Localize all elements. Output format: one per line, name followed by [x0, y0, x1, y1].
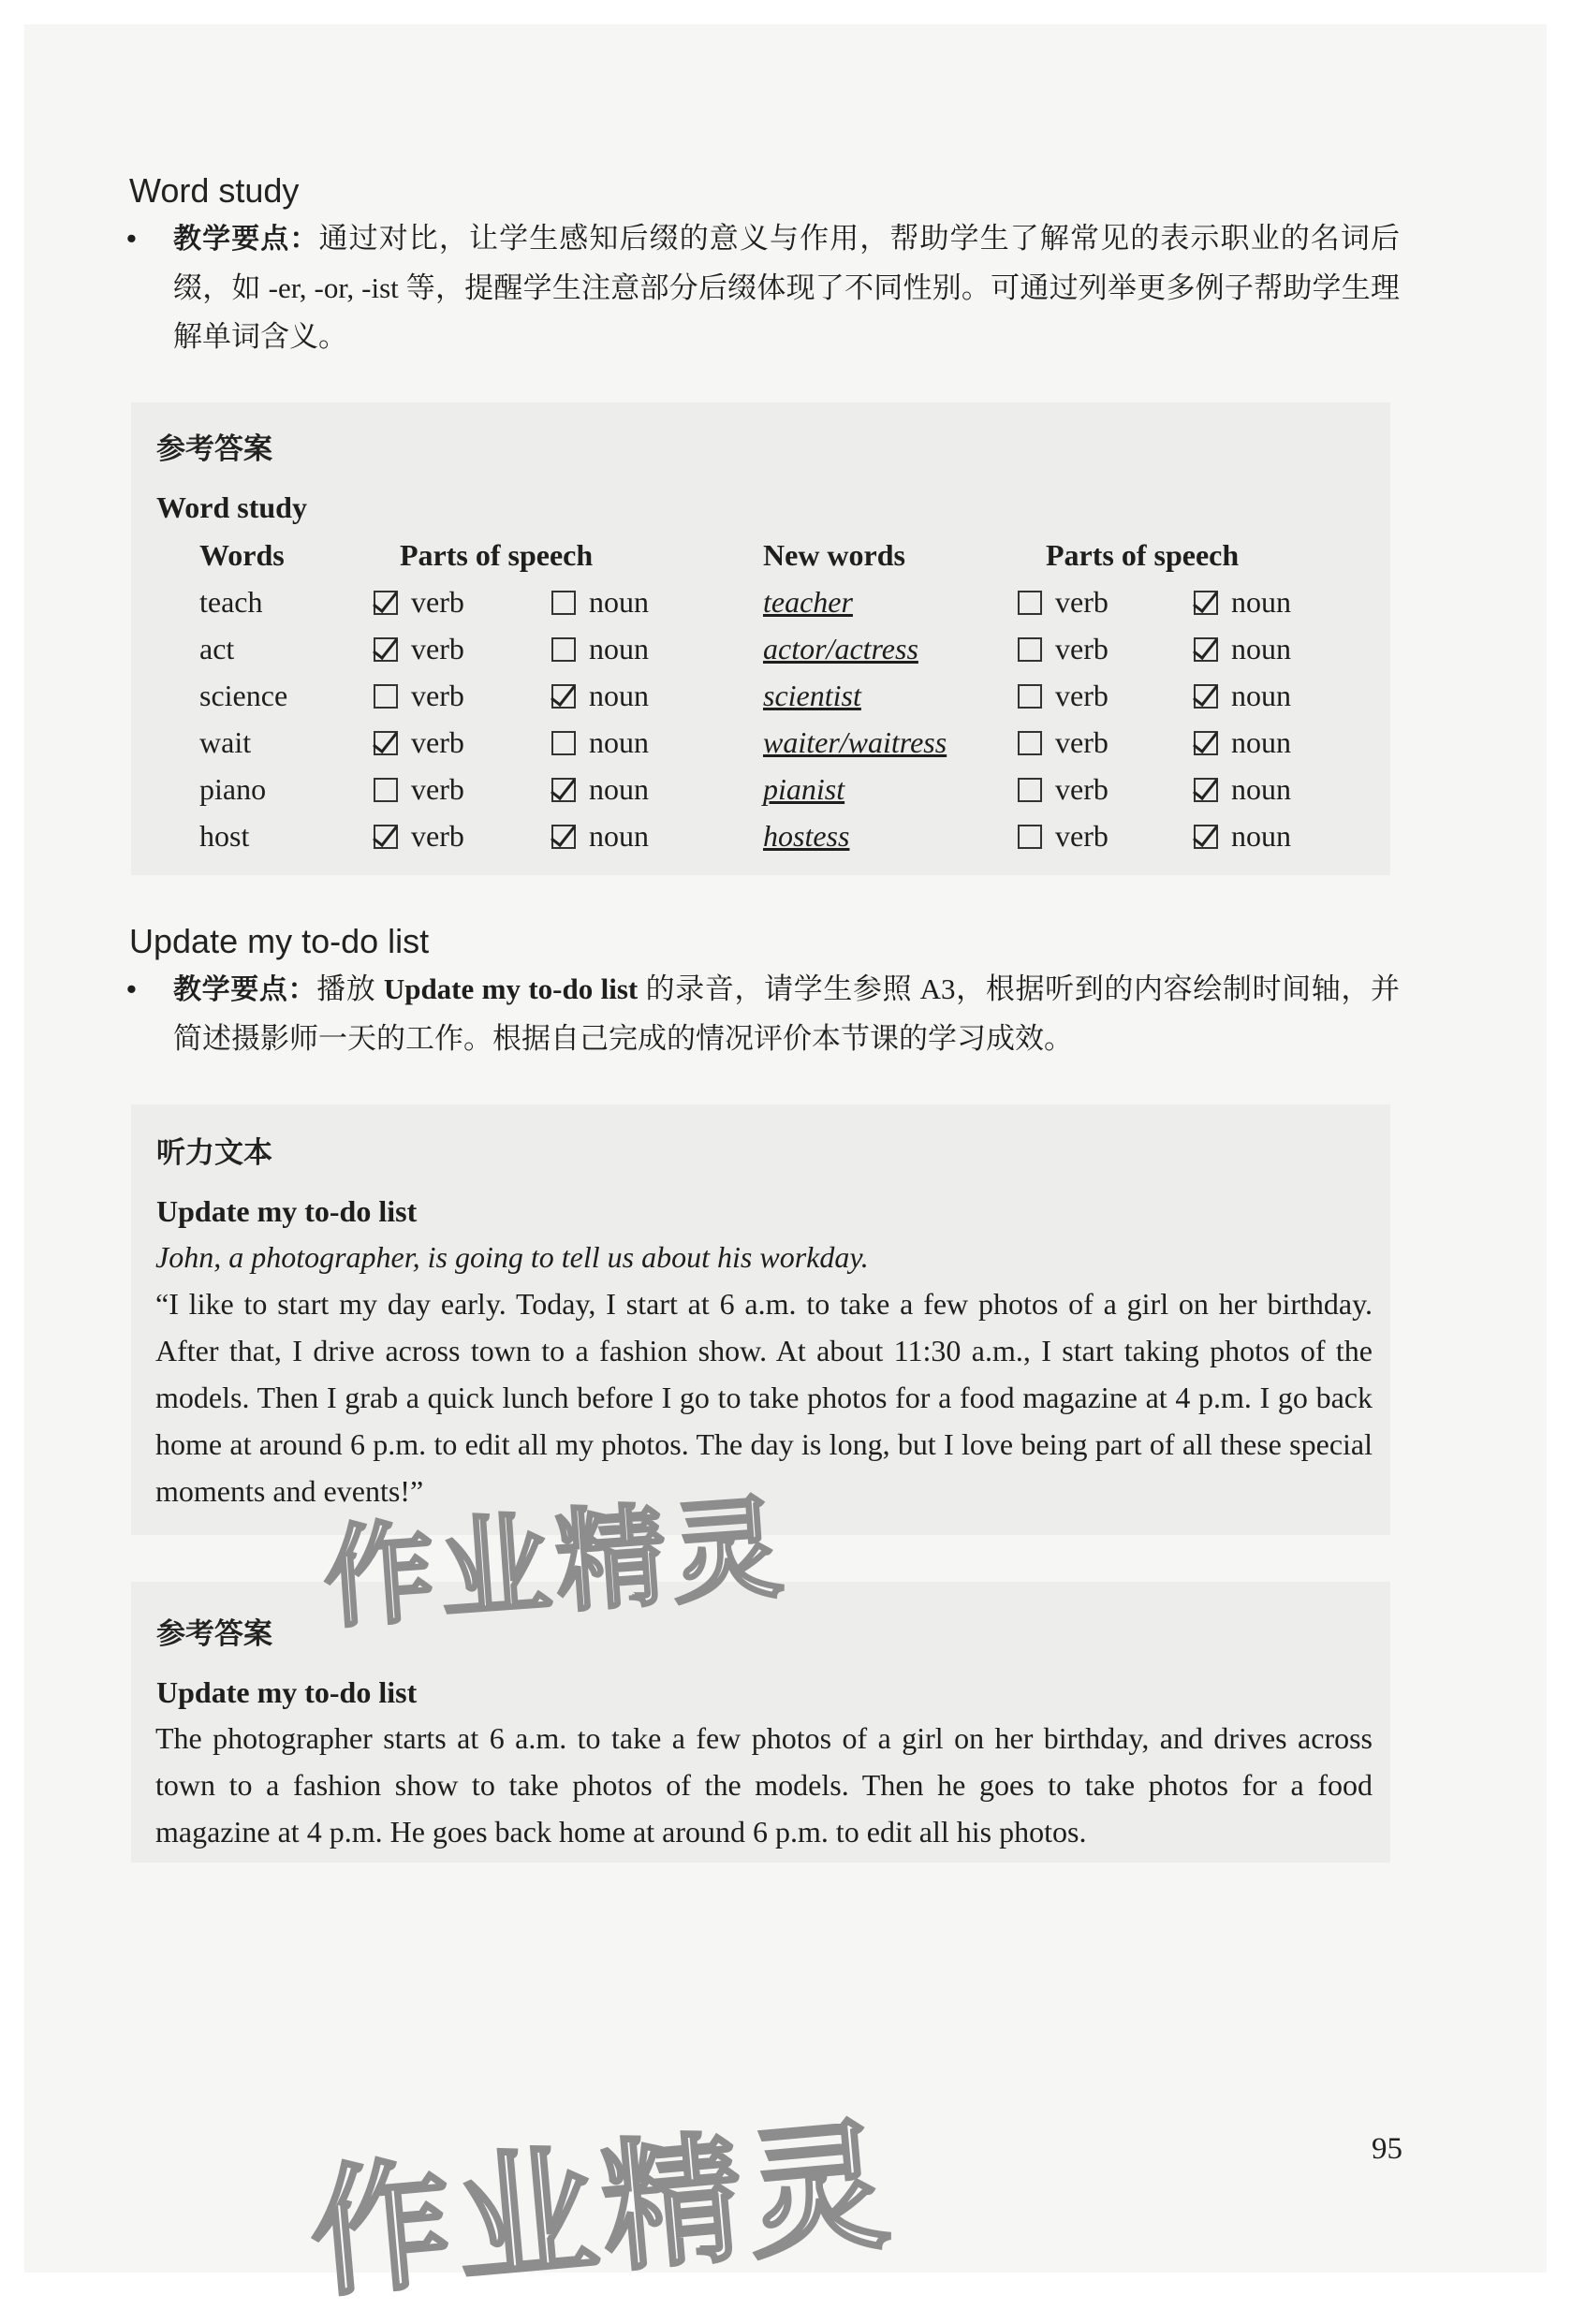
word-cell: act — [199, 631, 235, 665]
verb-label: verb — [411, 724, 464, 759]
checkbox-icon — [1194, 731, 1218, 755]
checkbox-icon — [1018, 731, 1042, 755]
checkbox-icon — [374, 684, 398, 709]
teaching-point-bold: Update my to-do list — [383, 972, 639, 1005]
word-study-table — [199, 532, 1334, 859]
new-noun-option — [1194, 766, 1334, 812]
listening-intro: John, a photographer, is going to tell us about his workday. — [155, 1240, 869, 1274]
new-word-cell: scientist — [763, 678, 861, 712]
table-header-row — [199, 532, 1334, 578]
teaching-point-text-pre: 播放 — [316, 972, 384, 1005]
watermark: 作业精灵 — [319, 1482, 792, 1644]
checkbox-icon — [551, 731, 576, 755]
checkbox-icon — [551, 825, 576, 849]
noun-option — [551, 812, 763, 859]
checkbox-icon — [1194, 825, 1218, 849]
new-verb-option — [1018, 672, 1194, 719]
noun-option — [551, 719, 763, 766]
noun-option — [551, 625, 763, 672]
checkbox-icon — [1194, 778, 1218, 802]
new-noun-option — [1194, 578, 1334, 625]
answer-text: The photographer starts at 6 a.m. to take a few photos of a girl on her birthday, and drives across town to a fashion show to take photos of the models. Then he goes to take photos for a food magazine at 4 p.m. He goes back home at around 6 p.m. to edit all his photos. — [155, 1721, 1373, 1849]
listening-box-title: Update my to-do list — [156, 1194, 418, 1228]
section-heading-word-study: Word study — [129, 171, 300, 210]
answer-box-label: 参考答案 — [156, 432, 272, 466]
checkbox-icon — [374, 825, 398, 849]
word-cell: science — [199, 678, 288, 712]
watermark: 作业精灵 — [303, 2104, 901, 2317]
teaching-point-text-post: 的录音，请学生参照 A3，根据听到的内容绘制时间轴，并简述摄影师一天的工作。根据自己完成的情况评价本节课的学习成效。 — [173, 972, 1401, 1055]
noun-label: noun — [589, 724, 649, 759]
new-word-cell: waiter/waitress — [763, 724, 947, 759]
new-noun-option — [1194, 812, 1334, 859]
noun-label: noun — [589, 631, 649, 665]
noun-label: noun — [589, 584, 649, 619]
table-row — [199, 812, 1334, 859]
header-words: Words — [199, 537, 285, 572]
new-word-cell: hostess — [763, 818, 850, 853]
verb-option — [374, 625, 551, 672]
noun-label: noun — [589, 818, 649, 853]
bullet-icon: • — [126, 222, 137, 255]
new-verb-option — [1018, 766, 1194, 812]
table-row — [199, 719, 1334, 766]
word-cell: piano — [199, 771, 267, 806]
header-parts-of-speech-new: Parts of speech — [1046, 537, 1240, 572]
header-parts-of-speech: Parts of speech — [400, 537, 594, 572]
new-verb-option — [1018, 812, 1194, 859]
checkbox-icon — [1194, 591, 1218, 615]
checkbox-icon — [1018, 825, 1042, 849]
verb-label: verb — [1055, 771, 1109, 806]
checkbox-icon — [374, 637, 398, 662]
new-verb-option — [1018, 578, 1194, 625]
word-cell: host — [199, 818, 250, 853]
verb-label: verb — [1055, 584, 1109, 619]
checkbox-icon — [551, 591, 576, 615]
checkbox-icon — [1018, 591, 1042, 615]
noun-label: noun — [1231, 584, 1291, 619]
noun-label: noun — [1231, 771, 1291, 806]
checkbox-icon — [374, 591, 398, 615]
listening-body: “I like to start my day early. Today, I start at 6 a.m. to take a few photos of a girl on her birthday. After that, I drive across town to a fashion show. At about 11:30 a.m., I start taking photos of the models. Then I grab a quick lunch before I go to take photos for a food magazine at 4 p.m. I go back home at around 6 p.m. to edit all my photos. The day is long, but I love being part of all these special moments and events!” — [155, 1287, 1373, 1508]
new-noun-option — [1194, 719, 1334, 766]
checkbox-icon — [374, 778, 398, 802]
word-cell: teach — [199, 584, 263, 619]
checkbox-icon — [551, 684, 576, 709]
new-word-cell: actor/actress — [763, 631, 918, 665]
answer-box-title: Update my to-do list — [156, 1675, 418, 1709]
table-row — [199, 672, 1334, 719]
verb-label: verb — [1055, 678, 1109, 712]
noun-label: noun — [589, 678, 649, 712]
verb-option — [374, 719, 551, 766]
verb-label: verb — [411, 818, 464, 853]
new-noun-option — [1194, 625, 1334, 672]
new-noun-option — [1194, 672, 1334, 719]
listening-box-label: 听力文本 — [156, 1136, 272, 1170]
new-word-cell: pianist — [763, 771, 845, 806]
answer-box-label: 参考答案 — [156, 1617, 272, 1651]
checkbox-icon — [1194, 637, 1218, 662]
new-verb-option — [1018, 625, 1194, 672]
header-new-words: New words — [763, 537, 905, 572]
noun-option — [551, 766, 763, 812]
teaching-point-1 — [126, 214, 1400, 361]
new-word-cell: teacher — [763, 584, 853, 619]
verb-option — [374, 812, 551, 859]
checkbox-icon — [1018, 637, 1042, 662]
verb-label: verb — [411, 584, 464, 619]
verb-option — [374, 672, 551, 719]
section-heading-update-list: Update my to-do list — [129, 922, 430, 960]
verb-label: verb — [411, 771, 464, 806]
page-number: 95 — [1372, 2132, 1402, 2166]
checkbox-icon — [1018, 684, 1042, 709]
teaching-point-label: 教学要点： — [173, 223, 319, 256]
table-row — [199, 625, 1334, 672]
verb-label: verb — [411, 631, 464, 665]
verb-label: verb — [411, 678, 464, 712]
noun-option — [551, 578, 763, 625]
bullet-icon: • — [126, 972, 137, 1005]
checkbox-icon — [1018, 778, 1042, 802]
checkbox-icon — [374, 731, 398, 755]
verb-option — [374, 766, 551, 812]
checkbox-icon — [551, 637, 576, 662]
noun-option — [551, 672, 763, 719]
noun-label: noun — [1231, 631, 1291, 665]
verb-option — [374, 578, 551, 625]
table-row — [199, 578, 1334, 625]
teaching-point-2 — [126, 965, 1400, 1063]
noun-label: noun — [589, 771, 649, 806]
teaching-point-text: 通过对比，让学生感知后缀的意义与作用，帮助学生了解常见的表示职业的名词后缀，如 -er, -or, -ist 等，提醒学生注意部分后缀体现了不同性别。可通过列举更多例子帮助学生理解单词含义。 — [173, 222, 1400, 353]
answer-box-title: Word study — [156, 490, 307, 524]
noun-label: noun — [1231, 678, 1291, 712]
verb-label: verb — [1055, 818, 1109, 853]
checkbox-icon — [1194, 684, 1218, 709]
verb-label: verb — [1055, 724, 1109, 759]
noun-label: noun — [1231, 724, 1291, 759]
checkbox-icon — [551, 778, 576, 802]
verb-label: verb — [1055, 631, 1109, 665]
table-row — [199, 766, 1334, 812]
word-cell: wait — [199, 724, 252, 759]
new-verb-option — [1018, 719, 1194, 766]
teaching-point-label: 教学要点： — [173, 973, 317, 1006]
noun-label: noun — [1231, 818, 1291, 853]
